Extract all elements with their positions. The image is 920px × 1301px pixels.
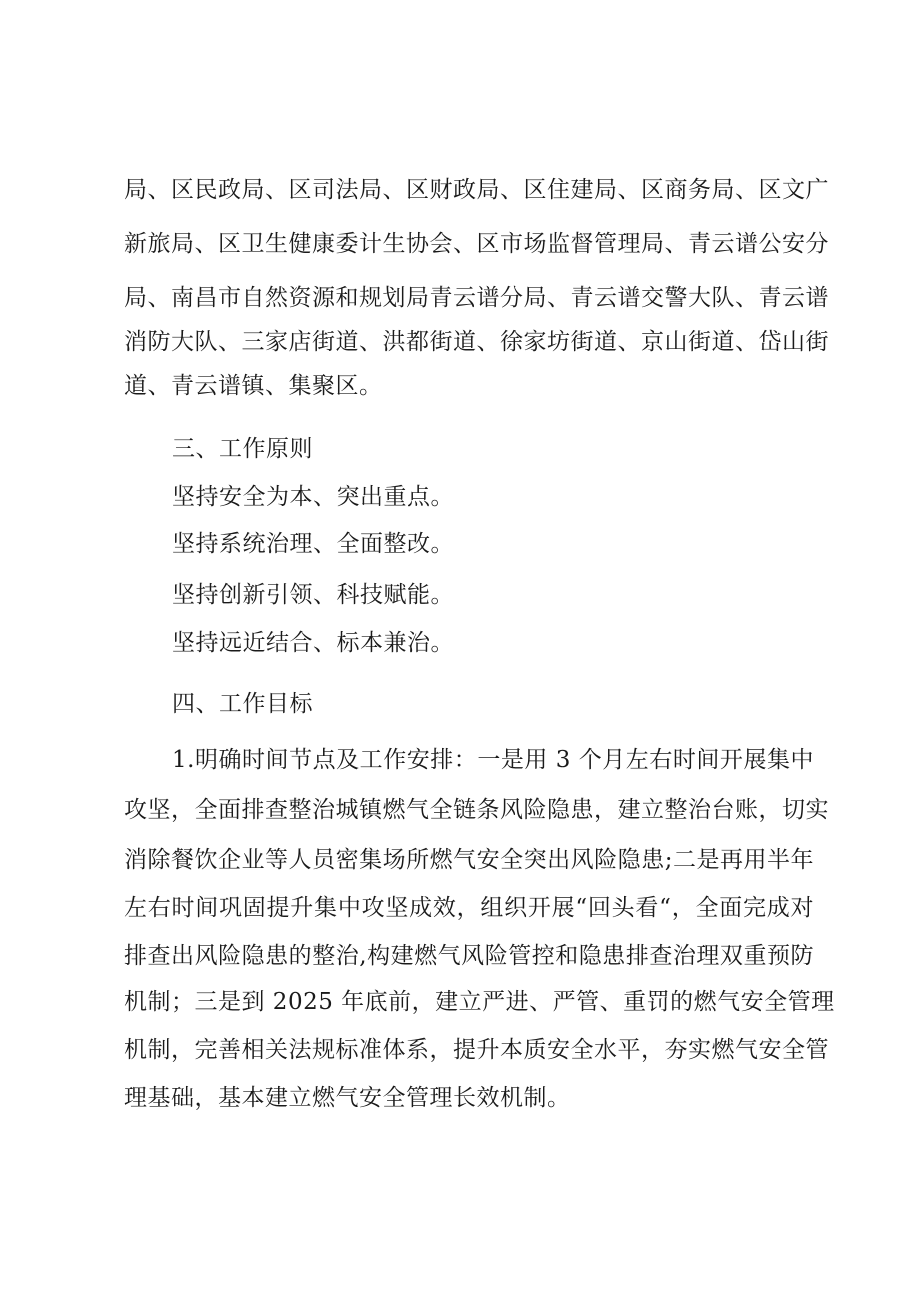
principle-item: 坚持安全为本、突出重点。 (172, 484, 454, 510)
paragraph-line: 机制，完善相关法规标准体系，提升本质安全水平，夯实燃气安全管 (124, 1037, 829, 1063)
paragraph-line: 局、区民政局、区司法局、区财政局、区住建局、区商务局、区文广 (124, 177, 829, 203)
paragraph-line: 排查出风险隐患的整治,构建燃气风险管控和隐患排查治理双重预防 (124, 943, 814, 969)
paragraph-line: 局、南昌市自然资源和规划局青云谱分局、青云谱交警大队、青云谱 (124, 285, 829, 311)
paragraph-line: 理基础，基本建立燃气安全管理长效机制。 (124, 1085, 571, 1111)
section-heading-goals: 四、工作目标 (172, 691, 313, 717)
principle-item: 坚持远近结合、标本兼治。 (172, 630, 454, 656)
paragraph-line: 消除餐饮企业等人员密集场所燃气安全突出风险隐患;二是再用半年 (124, 847, 814, 873)
paragraph-line: 攻坚，全面排查整治城镇燃气全链条风险隐患，建立整治台账，切实 (124, 797, 829, 823)
paragraph-line: 1.明确时间节点及工作安排：一是用 3 个月左右时间开展集中 (172, 747, 814, 773)
section-heading-principles: 三、工作原则 (172, 436, 313, 462)
paragraph-line: 机制；三是到 2025 年底前，建立严进、严管、重罚的燃气安全管理 (124, 989, 835, 1015)
principle-item: 坚持创新引领、科技赋能。 (172, 582, 454, 608)
paragraph-line: 左右时间巩固提升集中攻坚成效，组织开展“回头看“，全面完成对 (124, 895, 814, 921)
paragraph-line: 消防大队、三家店街道、洪都街道、徐家坊街道、京山街道、岱山街 (124, 329, 829, 355)
principle-item: 坚持系统治理、全面整改。 (172, 531, 454, 557)
paragraph-line: 道、青云谱镇、集聚区。 (124, 373, 383, 399)
paragraph-line: 新旅局、区卫生健康委计生协会、区市场监督管理局、青云谱公安分 (124, 231, 829, 257)
